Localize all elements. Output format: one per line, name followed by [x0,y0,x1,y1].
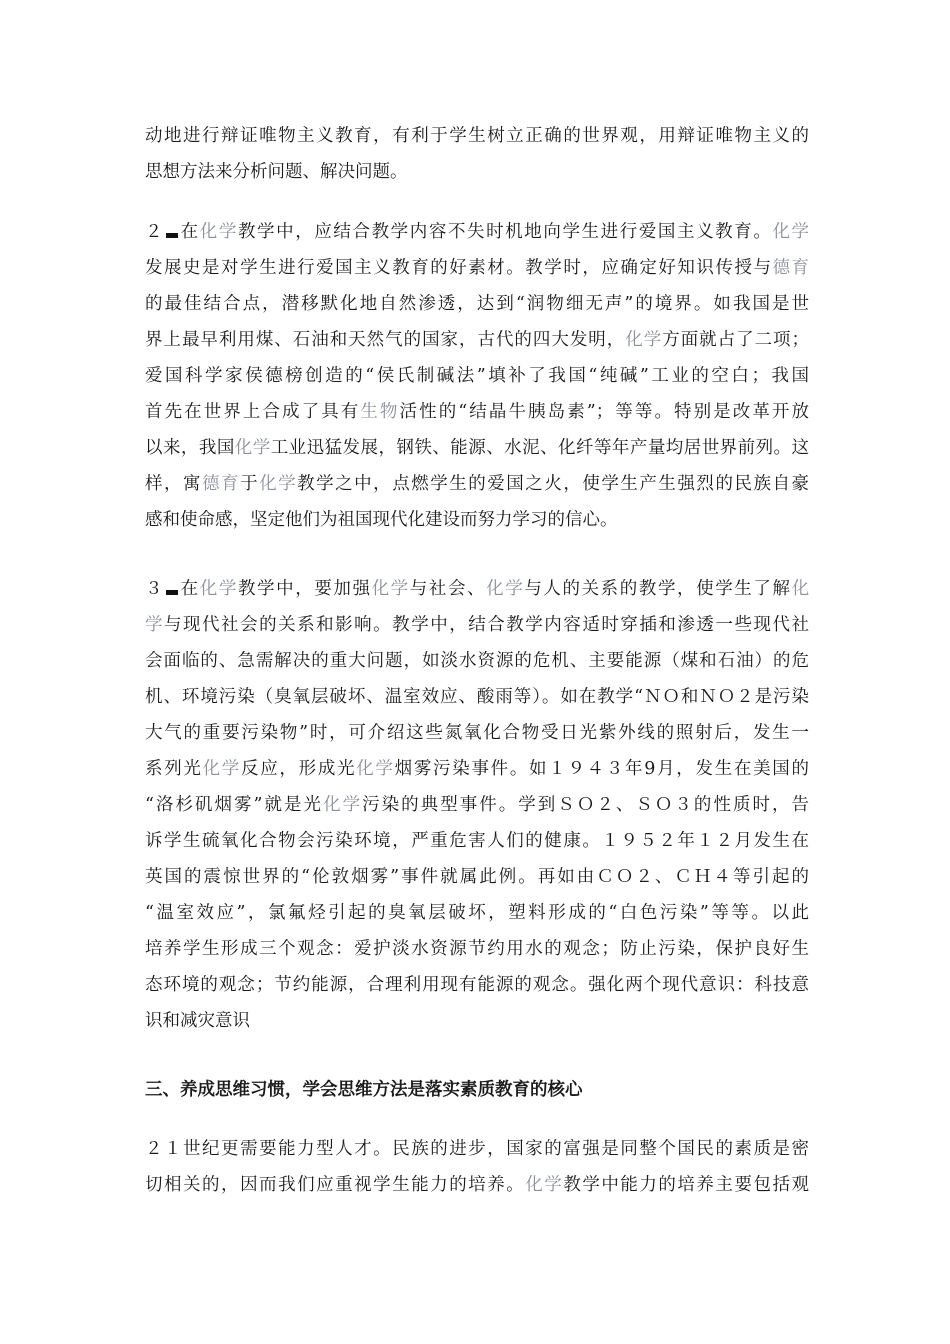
keyword-link[interactable]: 化学 [371,579,410,599]
text-line: 态环境的观念；节约能源，合理利用现有能源的观念。强化两个现代意识：科技意 [145,975,809,995]
paragraph-4 [145,1131,809,1203]
text-line: 会面临的、急需解决的重大问题，如淡水资源的危机、主要能源（煤和石油）的危 [145,651,809,671]
text-span: 污染的典型事件。学到ＳＯ２、ＳＯ３的性质时，告 [362,795,810,815]
text-line [145,214,809,250]
text-line: 的最佳结合点，潜移默化地自然渗透，达到“润物细无声”的境界。如我国是世 [145,294,809,314]
text-span: 系列光 [145,759,203,779]
text-span: 在 [179,222,200,242]
text-span: 样，寓 [145,474,203,494]
keyword-link[interactable]: 生物 [360,402,400,422]
keyword-link[interactable]: 化学 [259,474,298,494]
text-line: 爱国科学家侯德榜创造的“侯氏制碱法”填补了我国“纯碱”工业的空白；我国 [145,366,809,386]
text-line: 机、环境污染（臭氧层破坏、温室效应、酸雨等）。如在教学“ＮＯ和ＮＯ２是污染 [145,687,809,707]
text-line: ２１世纪更需要能力型人才。民族的进步，国家的富强是同整个国民的素质是密 [145,1139,809,1159]
keyword-link[interactable]: 化 [791,579,810,599]
text-span: 切相关的，因而我们应重视学生能力的培养。 [145,1175,526,1195]
text-span: 教学中，应结合教学内容不失时机地向学生进行爱国主义教育。 [237,222,773,242]
text-line: 诉学生硫氧化合物会污染环境，严重危害人们的健康。１９５２年１２月发生在 [145,831,809,851]
keyword-link[interactable]: 化学 [202,759,242,779]
keyword-link[interactable]: 德育 [772,258,809,278]
text-line [145,394,809,430]
keyword-link[interactable]: 化学 [772,222,810,242]
list-marker-icon [166,590,178,595]
text-line: 思想方法来分析问题、解决问题。 [145,162,408,182]
keyword-link[interactable]: 化学 [356,759,395,779]
text-span: 教学中，要加强 [237,579,372,599]
text-span: 与人的关系的教学，使学生了解 [524,579,792,599]
text-line: “温室效应”，氯氟烃引起的臭氧层破坏，塑料形成的“白色污染”等等。以此 [145,903,809,923]
text-span: 反应，形成光 [241,759,357,779]
text-span: 与现代社会的关系和影响。教学中，结合教学内容适时穿插和渗透一些现代社 [164,615,809,635]
text-span: 以来，我国 [145,438,235,458]
text-span: 活性的“结晶牛胰岛素”；等等。特别是改革开放 [399,402,810,422]
keyword-link[interactable]: 学 [145,615,165,635]
text-line: 感和使命感，坚定他们为祖国现代化建设而努力学习的信心。 [145,510,618,530]
text-line: 培养学生形成三个观念：爱护淡水资源节约用水的观念；防止污染，保护良好生 [145,939,809,959]
text-line [145,751,809,787]
text-span: 界上最早利用煤、石油和天然气的国家，古代的四大发明， [145,330,626,350]
text-line [145,787,809,823]
text-line [145,571,809,607]
text-line: 大气的重要污染物”时，可介绍这些氮氧化合物受日光紫外线的照射后，发生一 [145,723,809,743]
text-span: 方面就占了二项； [662,330,810,350]
section-heading: 三、养成思维习惯，学会思维方法是落实素质教育的核心 [145,1080,583,1100]
keyword-link[interactable]: 化学 [234,438,271,458]
text-span: 发展史是对学生进行爱国主义教育的好素材。教学时，应确定好知识传授与 [145,258,773,278]
text-span: “洛杉矶烟雾”就是光 [145,795,324,815]
paragraph-1 [145,118,809,190]
keyword-link[interactable]: 化学 [199,579,238,599]
text-span: 于 [240,474,260,494]
text-line [145,466,809,502]
paragraph-3 [145,571,809,1039]
text-line: 动地进行辩证唯物主义教育，有利于学生树立正确的世界观，用辩证唯物主义的 [145,126,809,146]
text-line [145,322,809,358]
text-span: 教学中能力的培养主要包括观 [563,1175,810,1195]
text-line [145,1167,809,1203]
text-line: 识和减灾意识 [145,1011,250,1031]
paragraph-2 [145,214,809,538]
item-number: ２ [145,222,165,242]
text-line: 英国的震惊世界的“伦敦烟雾”事件就属此例。再如由ＣＯ２、ＣＨ４等引起的 [145,867,809,887]
text-line [145,607,809,643]
text-span: 工业迅猛发展，钢铁、能源、水泥、化纤等年产量均居世界前列。这 [270,438,810,458]
keyword-link[interactable]: 德育 [202,474,241,494]
keyword-link[interactable]: 化学 [486,579,525,599]
text-line [145,250,809,286]
text-span: 教学之中，点燃学生的爱国之火，使学生产生强烈的民族自豪 [297,474,810,494]
text-span: 与社会、 [409,579,487,599]
text-span: 烟雾污染事件。如１９４３年9月，发生在美国的 [394,759,810,779]
keyword-link[interactable]: 化学 [323,795,363,815]
text-span: 在 [179,579,200,599]
text-span: 首先在世界上合成了具有 [145,402,361,422]
keyword-link[interactable]: 化学 [625,330,663,350]
item-number: ３ [145,579,165,599]
list-marker-icon [166,233,178,238]
text-line [145,430,809,466]
keyword-link[interactable]: 化学 [199,222,238,242]
keyword-link[interactable]: 化学 [525,1175,564,1195]
